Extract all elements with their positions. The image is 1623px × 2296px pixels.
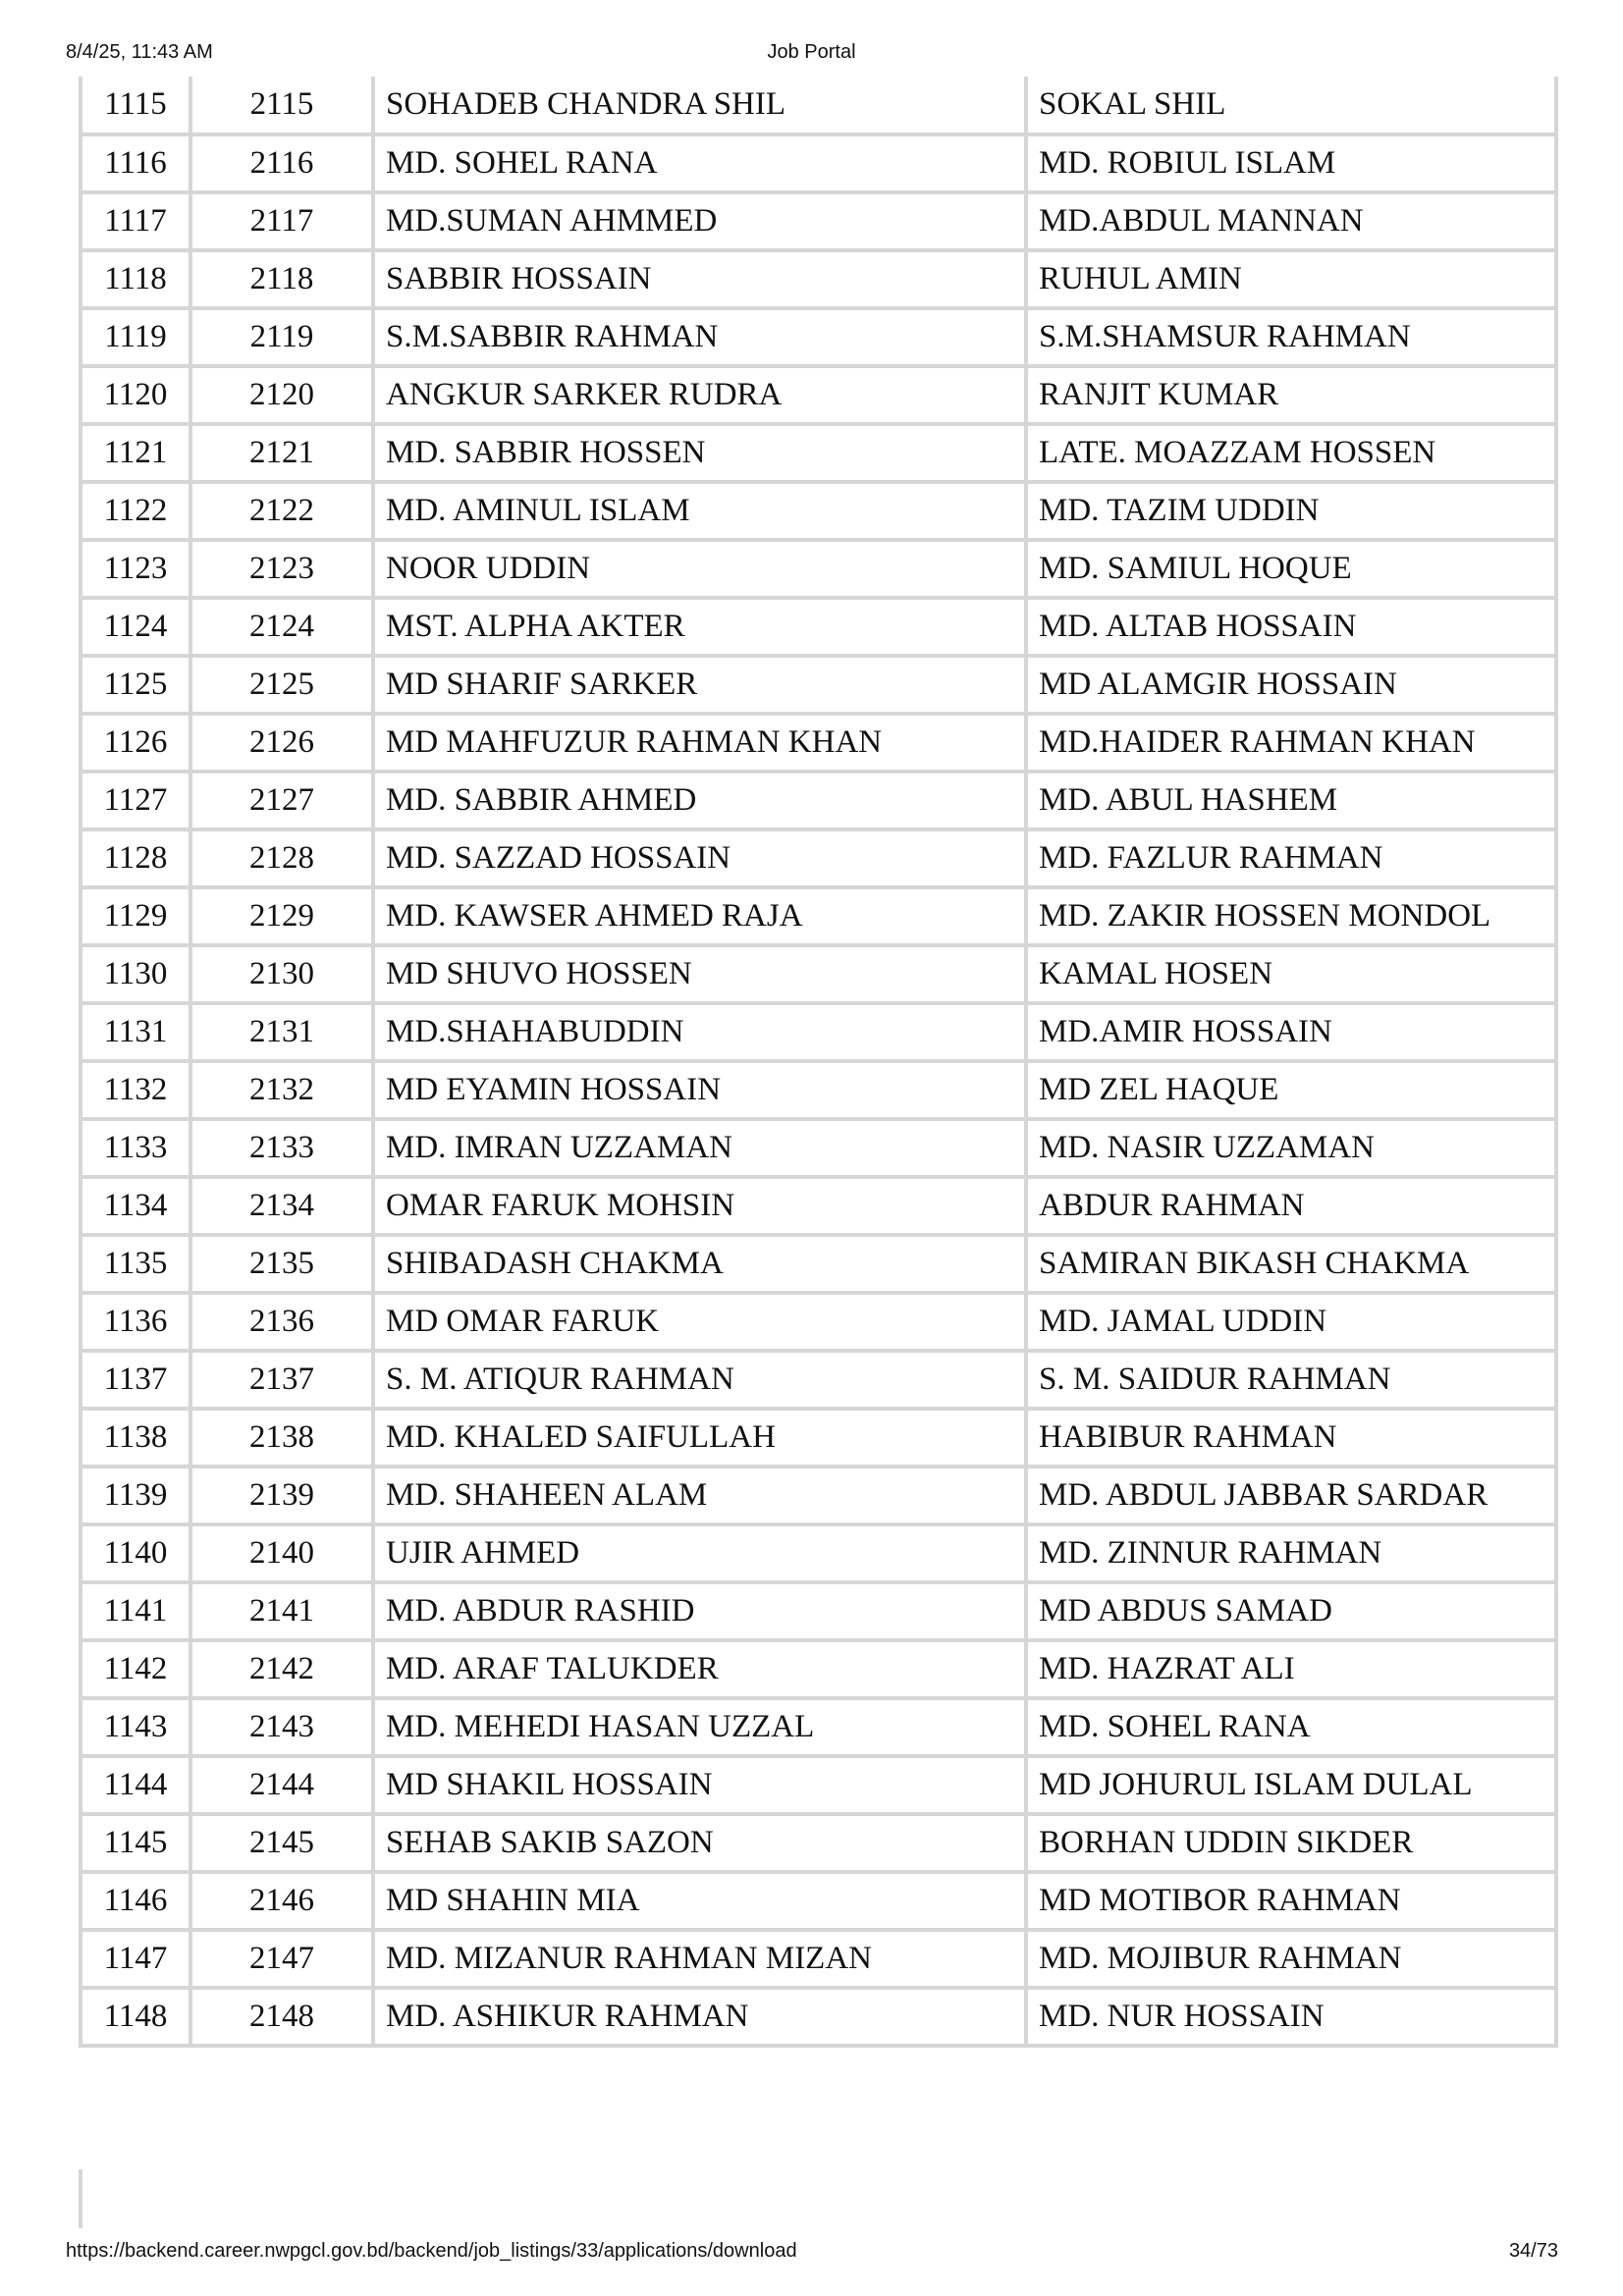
serial-cell: 1138 [81, 1409, 190, 1467]
serial-cell: 1124 [81, 598, 190, 656]
table-row [81, 192, 1556, 250]
serial-cell: 1135 [81, 1235, 190, 1293]
father-name-cell: LATE. MOAZZAM HOSSEN [1026, 424, 1556, 482]
serial-cell: 1119 [81, 308, 190, 366]
roll-cell: 2138 [190, 1409, 373, 1467]
table-row [81, 1061, 1556, 1119]
roll-cell: 2143 [190, 1698, 373, 1756]
serial-cell: 1117 [81, 192, 190, 250]
serial-cell: 1120 [81, 366, 190, 424]
father-name-cell: KAMAL HOSEN [1026, 945, 1556, 1003]
serial-cell: 1144 [81, 1756, 190, 1814]
roll-cell: 2130 [190, 945, 373, 1003]
applicant-name-cell: MD. IMRAN UZZAMAN [373, 1119, 1026, 1177]
father-name-cell: MD.HAIDER RAHMAN KHAN [1026, 714, 1556, 772]
applicant-name-cell: SHIBADASH CHAKMA [373, 1235, 1026, 1293]
serial-cell: 1115 [81, 77, 190, 134]
table-row [81, 1351, 1556, 1409]
table-row [81, 772, 1556, 829]
father-name-cell: MD.ABDUL MANNAN [1026, 192, 1556, 250]
table-row [81, 829, 1556, 887]
father-name-cell: S.M.SHAMSUR RAHMAN [1026, 308, 1556, 366]
applicants-table-container [79, 77, 1554, 2048]
father-name-cell: ABDUR RAHMAN [1026, 1177, 1556, 1235]
page-number: 34/73 [1508, 2240, 1558, 2262]
applicant-name-cell: MD. SABBIR AHMED [373, 772, 1026, 829]
father-name-cell: MD.AMIR HOSSAIN [1026, 1003, 1556, 1061]
applicant-name-cell: MD.SUMAN AHMMED [373, 192, 1026, 250]
applicant-name-cell: MD. AMINUL ISLAM [373, 482, 1026, 540]
applicant-name-cell: SEHAB SAKIB SAZON [373, 1814, 1026, 1872]
father-name-cell: MD. NUR HOSSAIN [1026, 1988, 1556, 2046]
serial-cell: 1116 [81, 134, 190, 192]
serial-cell: 1143 [81, 1698, 190, 1756]
roll-cell: 2144 [190, 1756, 373, 1814]
serial-cell: 1133 [81, 1119, 190, 1177]
father-name-cell: MD. NASIR UZZAMAN [1026, 1119, 1556, 1177]
serial-cell: 1127 [81, 772, 190, 829]
serial-cell: 1125 [81, 656, 190, 714]
serial-cell: 1126 [81, 714, 190, 772]
table-row [81, 887, 1556, 945]
father-name-cell: MD. MOJIBUR RAHMAN [1026, 1930, 1556, 1988]
serial-cell: 1137 [81, 1351, 190, 1409]
applicant-name-cell: MD SHAKIL HOSSAIN [373, 1756, 1026, 1814]
roll-cell: 2148 [190, 1988, 373, 2046]
father-name-cell: MD. ABDUL JABBAR SARDAR [1026, 1467, 1556, 1524]
father-name-cell: RANJIT KUMAR [1026, 366, 1556, 424]
roll-cell: 2137 [190, 1351, 373, 1409]
father-name-cell: RUHUL AMIN [1026, 250, 1556, 308]
table-row [81, 945, 1556, 1003]
table-row [81, 1177, 1556, 1235]
applicant-name-cell: MD. SHAHEEN ALAM [373, 1467, 1026, 1524]
roll-cell: 2125 [190, 656, 373, 714]
applicant-name-cell: MD SHARIF SARKER [373, 656, 1026, 714]
page-title: Job Portal [767, 41, 856, 63]
applicant-name-cell: ANGKUR SARKER RUDRA [373, 366, 1026, 424]
table-row [81, 1003, 1556, 1061]
roll-cell: 2116 [190, 134, 373, 192]
table-row [81, 1524, 1556, 1582]
father-name-cell: MD ALAMGIR HOSSAIN [1026, 656, 1556, 714]
roll-cell: 2118 [190, 250, 373, 308]
serial-cell: 1123 [81, 540, 190, 598]
page-url: https://backend.career.nwpgcl.gov.bd/backend/job_listings/33/applications/download [66, 2240, 797, 2262]
applicant-name-cell: NOOR UDDIN [373, 540, 1026, 598]
serial-cell: 1141 [81, 1582, 190, 1640]
roll-cell: 2132 [190, 1061, 373, 1119]
roll-cell: 2127 [190, 772, 373, 829]
roll-cell: 2131 [190, 1003, 373, 1061]
serial-cell: 1130 [81, 945, 190, 1003]
roll-cell: 2121 [190, 424, 373, 482]
father-name-cell: MD. SOHEL RANA [1026, 1698, 1556, 1756]
applicant-name-cell: OMAR FARUK MOHSIN [373, 1177, 1026, 1235]
table-row [81, 656, 1556, 714]
table-row [81, 1872, 1556, 1930]
table-row [81, 1467, 1556, 1524]
applicant-name-cell: S. M. ATIQUR RAHMAN [373, 1351, 1026, 1409]
father-name-cell: MD. ALTAB HOSSAIN [1026, 598, 1556, 656]
applicant-name-cell: MD SHAHIN MIA [373, 1872, 1026, 1930]
father-name-cell: HABIBUR RAHMAN [1026, 1409, 1556, 1467]
father-name-cell: SAMIRAN BIKASH CHAKMA [1026, 1235, 1556, 1293]
table-row [81, 1293, 1556, 1351]
serial-cell: 1118 [81, 250, 190, 308]
table-row [81, 1119, 1556, 1177]
roll-cell: 2146 [190, 1872, 373, 1930]
table-row [81, 424, 1556, 482]
applicant-name-cell: MST. ALPHA AKTER [373, 598, 1026, 656]
applicant-name-cell: MD. ABDUR RASHID [373, 1582, 1026, 1640]
applicant-name-cell: MD MAHFUZUR RAHMAN KHAN [373, 714, 1026, 772]
roll-cell: 2145 [190, 1814, 373, 1872]
table-row [81, 1698, 1556, 1756]
serial-cell: 1128 [81, 829, 190, 887]
table-row [81, 1235, 1556, 1293]
table-row [81, 366, 1556, 424]
table-row [81, 482, 1556, 540]
father-name-cell: MD. ROBIUL ISLAM [1026, 134, 1556, 192]
table-row [81, 134, 1556, 192]
serial-cell: 1140 [81, 1524, 190, 1582]
table-row [81, 250, 1556, 308]
father-name-cell: MD. ABUL HASHEM [1026, 772, 1556, 829]
father-name-cell: MD ABDUS SAMAD [1026, 1582, 1556, 1640]
applicant-name-cell: MD. SOHEL RANA [373, 134, 1026, 192]
applicant-name-cell: UJIR AHMED [373, 1524, 1026, 1582]
roll-cell: 2140 [190, 1524, 373, 1582]
serial-cell: 1147 [81, 1930, 190, 1988]
roll-cell: 2126 [190, 714, 373, 772]
table-row [81, 540, 1556, 598]
serial-cell: 1121 [81, 424, 190, 482]
roll-cell: 2141 [190, 1582, 373, 1640]
serial-cell: 1136 [81, 1293, 190, 1351]
roll-cell: 2147 [190, 1930, 373, 1988]
table-row [81, 308, 1556, 366]
serial-cell: 1148 [81, 1988, 190, 2046]
roll-cell: 2120 [190, 366, 373, 424]
applicant-name-cell: MD.SHAHABUDDIN [373, 1003, 1026, 1061]
father-name-cell: MD. HAZRAT ALI [1026, 1640, 1556, 1698]
roll-cell: 2119 [190, 308, 373, 366]
serial-cell: 1132 [81, 1061, 190, 1119]
applicants-table [79, 77, 1558, 2048]
applicant-name-cell: SOHADEB CHANDRA SHIL [373, 77, 1026, 134]
father-name-cell: MD. TAZIM UDDIN [1026, 482, 1556, 540]
table-row [81, 1988, 1556, 2046]
serial-cell: 1142 [81, 1640, 190, 1698]
table-row [81, 1756, 1556, 1814]
applicant-name-cell: MD. SABBIR HOSSEN [373, 424, 1026, 482]
roll-cell: 2123 [190, 540, 373, 598]
roll-cell: 2136 [190, 1293, 373, 1351]
roll-cell: 2135 [190, 1235, 373, 1293]
serial-cell: 1122 [81, 482, 190, 540]
table-row [81, 1582, 1556, 1640]
roll-cell: 2134 [190, 1177, 373, 1235]
serial-cell: 1145 [81, 1814, 190, 1872]
father-name-cell: MD JOHURUL ISLAM DULAL [1026, 1756, 1556, 1814]
applicant-name-cell: SABBIR HOSSAIN [373, 250, 1026, 308]
father-name-cell: SOKAL SHIL [1026, 77, 1556, 134]
applicant-name-cell: MD OMAR FARUK [373, 1293, 1026, 1351]
serial-cell: 1134 [81, 1177, 190, 1235]
table-continuation-line [79, 2169, 82, 2228]
applicant-name-cell: MD EYAMIN HOSSAIN [373, 1061, 1026, 1119]
roll-cell: 2124 [190, 598, 373, 656]
father-name-cell: MD. FAZLUR RAHMAN [1026, 829, 1556, 887]
serial-cell: 1146 [81, 1872, 190, 1930]
table-row [81, 714, 1556, 772]
roll-cell: 2139 [190, 1467, 373, 1524]
applicant-name-cell: MD. MEHEDI HASAN UZZAL [373, 1698, 1026, 1756]
applicant-name-cell: MD. KHALED SAIFULLAH [373, 1409, 1026, 1467]
roll-cell: 2142 [190, 1640, 373, 1698]
applicant-name-cell: MD. MIZANUR RAHMAN MIZAN [373, 1930, 1026, 1988]
father-name-cell: BORHAN UDDIN SIKDER [1026, 1814, 1556, 1872]
father-name-cell: MD. JAMAL UDDIN [1026, 1293, 1556, 1351]
father-name-cell: MD ZEL HAQUE [1026, 1061, 1556, 1119]
roll-cell: 2117 [190, 192, 373, 250]
applicant-name-cell: MD. ASHIKUR RAHMAN [373, 1988, 1026, 2046]
table-row [81, 598, 1556, 656]
roll-cell: 2122 [190, 482, 373, 540]
father-name-cell: MD MOTIBOR RAHMAN [1026, 1872, 1556, 1930]
father-name-cell: MD. ZINNUR RAHMAN [1026, 1524, 1556, 1582]
applicant-name-cell: MD. SAZZAD HOSSAIN [373, 829, 1026, 887]
table-row [81, 1814, 1556, 1872]
roll-cell: 2128 [190, 829, 373, 887]
applicant-name-cell: MD SHUVO HOSSEN [373, 945, 1026, 1003]
father-name-cell: S. M. SAIDUR RAHMAN [1026, 1351, 1556, 1409]
applicants-table-body [81, 77, 1556, 2046]
table-row [81, 77, 1556, 134]
applicant-name-cell: S.M.SABBIR RAHMAN [373, 308, 1026, 366]
table-row [81, 1930, 1556, 1988]
serial-cell: 1131 [81, 1003, 190, 1061]
applicant-name-cell: MD. KAWSER AHMED RAJA [373, 887, 1026, 945]
table-row [81, 1640, 1556, 1698]
serial-cell: 1129 [81, 887, 190, 945]
print-datetime: 8/4/25, 11:43 AM [66, 41, 213, 63]
table-row [81, 1409, 1556, 1467]
applicant-name-cell: MD. ARAF TALUKDER [373, 1640, 1026, 1698]
roll-cell: 2133 [190, 1119, 373, 1177]
roll-cell: 2129 [190, 887, 373, 945]
roll-cell: 2115 [190, 77, 373, 134]
father-name-cell: MD. SAMIUL HOQUE [1026, 540, 1556, 598]
serial-cell: 1139 [81, 1467, 190, 1524]
father-name-cell: MD. ZAKIR HOSSEN MONDOL [1026, 887, 1556, 945]
